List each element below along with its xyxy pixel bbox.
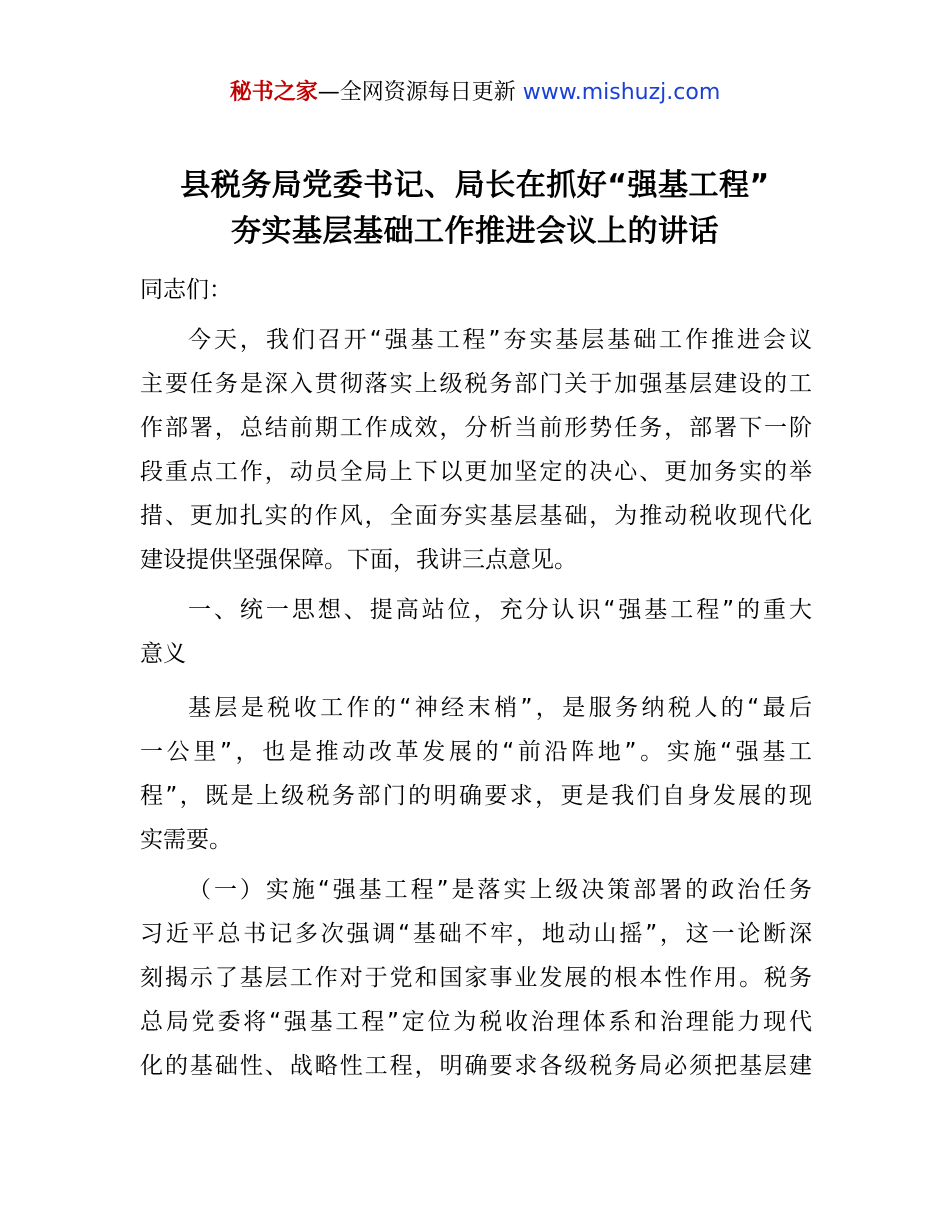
paragraph-line: 主要任务是深入贯彻落实上级税务部门关于加强基层建设的工: [140, 371, 812, 397]
salutation-text: 同志们：: [140, 277, 232, 303]
paragraph-line: 措、更加扎实的作风，全面夯实基层基础，为推动税收现代化: [140, 503, 812, 529]
paragraph-line: 程”，既是上级税务部门的明确要求，更是我们自身发展的现: [140, 783, 812, 809]
paragraph-line: 刻揭示了基层工作对于党和国家事业发展的根本性作用。税务: [140, 965, 812, 991]
brand-name: 秘书之家: [229, 80, 318, 105]
document-title-line-1: 县税务局党委书记、局长在抓好“强基工程”: [180, 168, 770, 203]
header-slogan: 全网资源每日更新: [339, 80, 516, 105]
paragraph-grassroots: [140, 686, 812, 862]
paragraph-intro: [140, 318, 812, 582]
document-title-line-2: 夯实基层基础工作推进会议上的讲话: [231, 214, 719, 249]
paragraph-line: 段重点工作，动员全局上下以更加坚定的决心、更加务实的举: [140, 459, 812, 485]
section-heading-1: [140, 588, 812, 676]
paragraph-line: 今天，我们召开“强基工程”夯实基层基础工作推进会议: [188, 327, 812, 353]
paragraph-line: 化的基础性、战略性工程，明确要求各级税务局必须把基层建: [140, 1053, 812, 1079]
paragraph-line: 基层是税收工作的“神经末梢”，是服务纳税人的“最后: [188, 695, 812, 721]
paragraph-line: 习近平总书记多次强调“基础不牢，地动山摇”，这一论断深: [140, 921, 812, 947]
site-header: [0, 78, 950, 108]
heading-line: 意义: [140, 641, 186, 667]
paragraph-line: 作部署，总结前期工作成效，分析当前形势任务，部署下一阶: [140, 415, 812, 441]
paragraph-line: 总局党委将“强基工程”定位为税收治理体系和治理能力现代: [140, 1009, 812, 1035]
paragraph-line: （一）实施“强基工程”是落实上级决策部署的政治任务: [188, 877, 812, 903]
paragraph-line: 建设提供坚强保障。下面，我讲三点意见。: [140, 547, 577, 573]
header-dash: —: [317, 80, 340, 105]
heading-line: 一、统一思想、提高站位，充分认识“强基工程”的重大: [188, 597, 812, 623]
paragraph-line: 一公里”，也是推动改革发展的“前沿阵地”。实施“强基工: [140, 739, 812, 765]
site-url-link[interactable]: www.mishuzj.com: [522, 80, 721, 105]
paragraph-line: 实需要。: [140, 827, 232, 853]
salutation: [140, 268, 812, 312]
paragraph-political-task: [140, 868, 812, 1088]
